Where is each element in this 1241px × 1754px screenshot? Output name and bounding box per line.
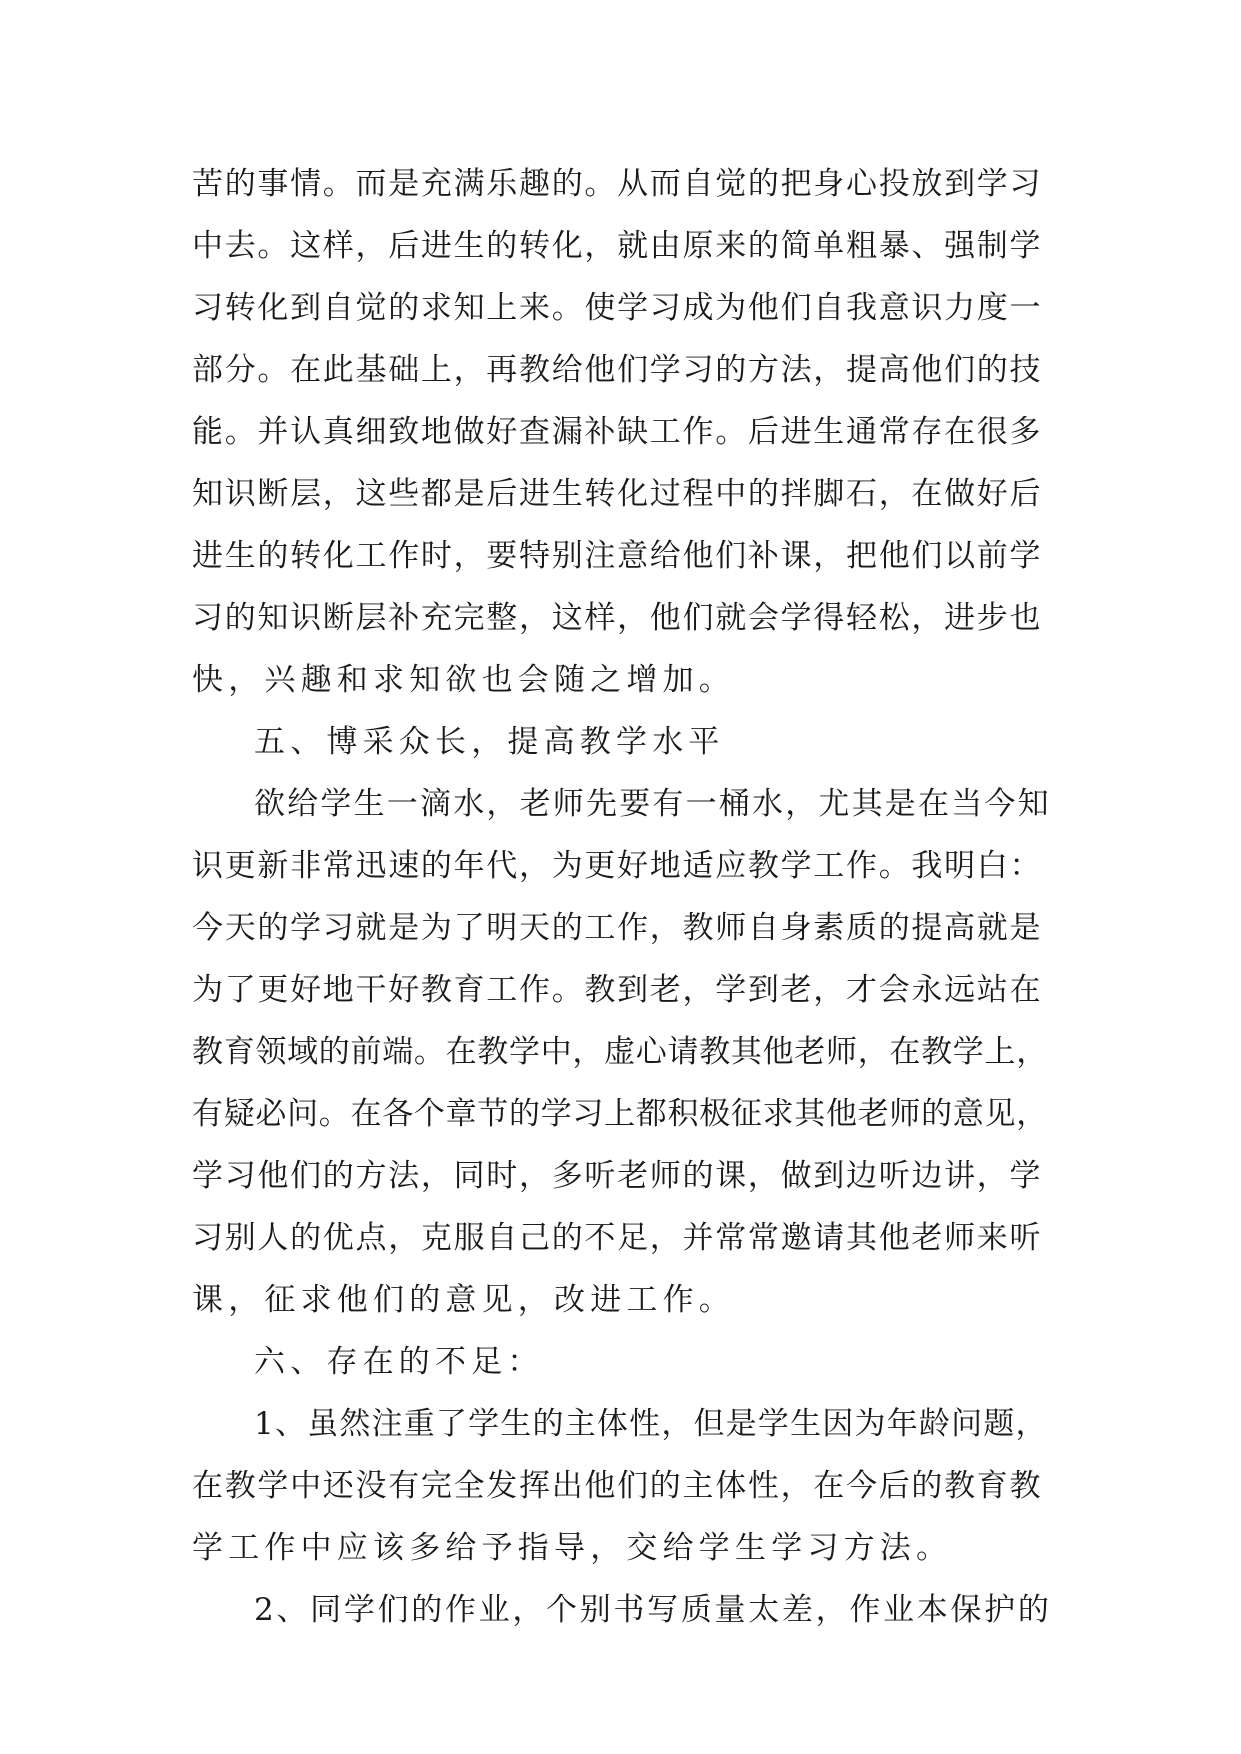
text-line: 教育领域的前端。在教学中，虚心请教其他老师，在教学上， [192,1034,1048,1070]
text-line: 习别人的优点，克服自己的不足，并常常邀请其他老师来听 [192,1220,1043,1256]
text-line: 习的知识断层补充完整，这样，他们就会学得轻松，进步也 [192,600,1043,636]
text-line: 为了更好地干好教育工作。教到老，学到老，才会永远站在 [192,972,1043,1008]
text-line: 学工作中应该多给予指导，交给学生学习方法。 [192,1530,953,1566]
text-line: 在教学中还没有完全发挥出他们的主体性，在今后的教育教 [192,1468,1043,1504]
text-line: 有疑必问。在各个章节的学习上都积极征求其他老师的意见， [192,1096,1048,1132]
text-line: 快，兴趣和求知欲也会随之增加。 [192,662,735,698]
text-line: 识更新非常迅速的年代，为更好地适应教学工作。我明白： [192,848,1043,884]
text-line: 五、博采众长，提高教学水平 [254,724,725,760]
text-line: 中去。这样，后进生的转化，就由原来的简单粗暴、强制学 [192,228,1043,264]
text-line: 苦的事情。而是充满乐趣的。从而自觉的把身心投放到学习 [192,166,1043,202]
text-line: 2、同学们的作业，个别书写质量太差，作业本保护的 [254,1592,1052,1628]
text-line: 能。并认真细致地做好查漏补缺工作。后进生通常存在很多 [192,414,1043,450]
document-body [192,153,1052,1641]
text-line: 进生的转化工作时，要特别注意给他们补课，把他们以前学 [192,538,1043,574]
text-line: 六、存在的不足： [254,1344,544,1380]
text-line: 部分。在此基础上，再教给他们学习的方法，提高他们的技 [192,352,1043,388]
text-line: 今天的学习就是为了明天的工作，教师自身素质的提高就是 [192,910,1043,946]
text-line: 1、虽然注重了学生的主体性，但是学生因为年龄问题， [254,1406,1048,1442]
text-line: 知识断层，这些都是后进生转化过程中的拌脚石，在做好后 [192,476,1043,512]
text-line: 学习他们的方法，同时，多听老师的课，做到边听边讲，学 [192,1158,1043,1194]
text-line: 欲给学生一滴水，老师先要有一桶水，尤其是在当今知 [254,786,1051,822]
text-line: 课，征求他们的意见，改进工作。 [192,1282,735,1318]
text-line: 习转化到自觉的求知上来。使学习成为他们自我意识力度一 [192,290,1043,326]
